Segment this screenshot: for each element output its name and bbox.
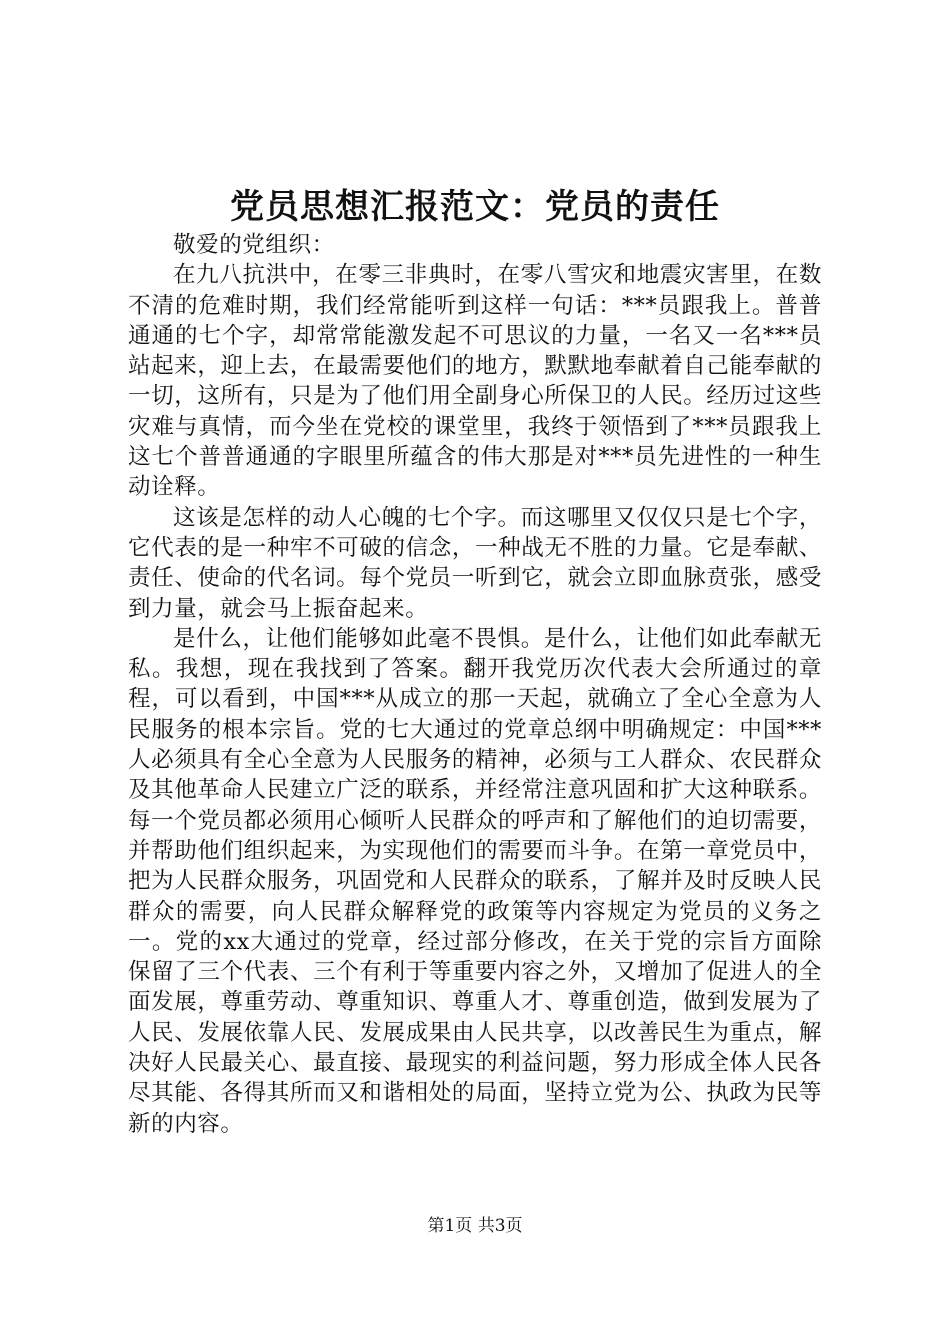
page-number-footer: 第1页 共3页 (427, 1216, 523, 1236)
paragraph-1: 在九八抗洪中，在零三非典时，在零八雪灾和地震灾害里，在数不清的危难时期，我们经常能听到这样一句话：***员跟我上。普普通通的七个字，却常常能激发起不可思议的力量，一名又一名***员站起来，迎上去，在最需要他们的地方，默默地奉献着自己能奉献的一切，这所有，只是为了他们用全副身心所保卫的人民。经历过这些灾难与真情，而今坐在党校的课堂里，我终于领悟到了***员跟我上这七个普普通通的字眼里所蕴含的伟大那是对***员先进性的一种生动诠释。 (128, 262, 822, 501)
paragraph-2: 这该是怎样的动人心魄的七个字。而这哪里又仅仅只是七个字，它代表的是一种牢不可破的信念，一种战无不胜的力量。它是奉献、责任、使命的代名词。每个党员一听到它，就会立即血脉贲张，感受到力量，就会马上振奋起来。 (128, 504, 822, 622)
salutation: 敬爱的党组织： (173, 232, 335, 258)
paragraph-3: 是什么，让他们能够如此毫不畏惧。是什么，让他们如此奉献无私。我想，现在我找到了答案。翻开我党历次代表大会所通过的章程，可以看到，中国***从成立的那一天起，就确立了全心全意为人民服务的根本宗旨。党的七大通过的党章总纲中明确规定：中国***人必须具有全心全意为人民服务的精神，必须与工人群众、农民群众及其他革命人民建立广泛的联系，并经常注意巩固和扩大这种联系。每一个党员都必须用心倾听人民群众的呼声和了解他们的迫切需要，并帮助他们组织起来，为实现他们的需要而斗争。在第一章党员中，把为人民群众服务，巩固党和人民群众的联系，了解并及时反映人民群众的需要，向人民群众解释党的政策等内容规定为党员的义务之一。党的xx大通过的党章，经过部分修改，在关于党的宗旨方面除保留了三个代表、三个有利于等重要内容之外，又增加了促进人的全面发展，尊重劳动、尊重知识、尊重人才、尊重创造，做到发展为了人民、发展依靠人民、发展成果由人民共享，以改善民生为重点，解决好人民最关心、最直接、最现实的利益问题，努力形成全体人民各尽其能、各得其所而又和谐相处的局面，坚持立党为公、执政为民等新的内容。 (128, 625, 822, 1137)
document-body (128, 230, 822, 1139)
document-title: 党员思想汇报范文：党员的责任 (230, 187, 720, 227)
